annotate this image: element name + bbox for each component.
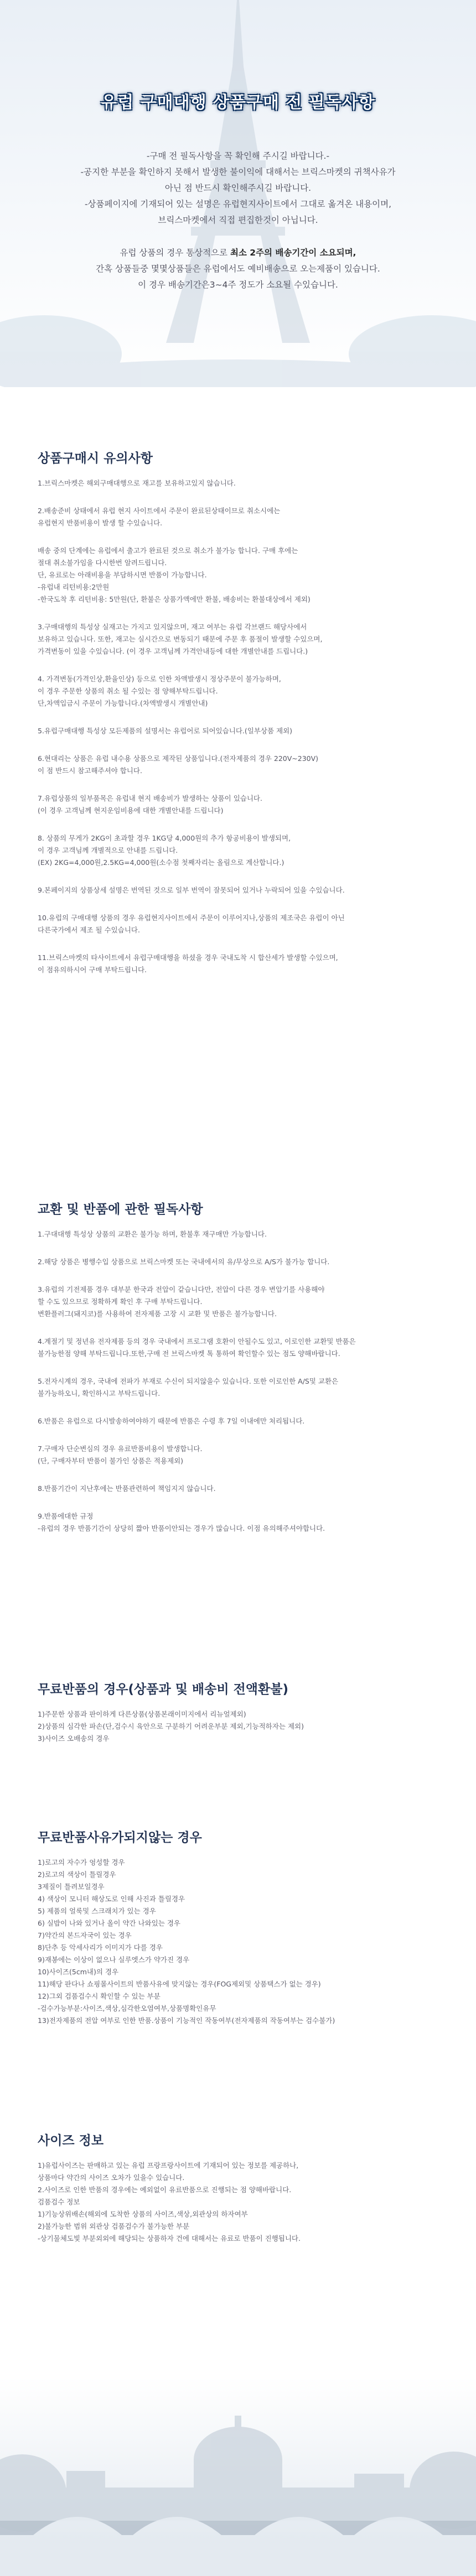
notice-line: 2.사이즈로 인한 반품의 경우에는 예외없이 유료반품으로 진행되는 점 양해바랍니다. xyxy=(38,2186,292,2194)
notice-line: 8.반품기간이 지난후에는 반품관련하여 책임지지 않습니다. xyxy=(38,1484,216,1493)
notice-line: 4) 색상이 모니터 해상도로 인해 사진과 틀릴경우 xyxy=(38,1895,185,1903)
notice-line: -검수가능부분:사이즈,색상,심각한오염여부,상품명확인유무 xyxy=(38,2004,216,2012)
notice-line: 2)상품의 심각한 파손(단,검수시 육안으로 구분하기 어려운부분 제외,기능적하자는 제외) xyxy=(38,1722,304,1730)
notice-line: 13)전자제품의 전압 여부로 인한 반품.상품이 기능적인 작동여부(전자제품의 작동여부는 검수불가) xyxy=(38,2016,335,2025)
notice-item xyxy=(38,1228,443,1240)
section-exchange-return xyxy=(38,1199,443,1550)
hero-line: -구매 전 필독사항을 꼭 확인해 주시길 바랍니다.- xyxy=(146,151,330,161)
notice-line: 6.반품은 유럽으로 다시발송하여야하기 때문에 반품은 수령 후 7일 이내에만 처리됩니다. xyxy=(38,1417,305,1425)
notice-line: 2.배송준비 상태에서 유럽 현지 사이트에서 주문이 완료된상태이므로 취소시에는 xyxy=(38,507,281,515)
section-list xyxy=(38,1857,443,2027)
notice-line: -상기물체도빛 부분외외에 해당되는 상품하자 건에 대해서는 유료로 반품이 진행됩니다. xyxy=(38,2234,301,2243)
hero-line: -상품페이지에 기재되어 있는 설명은 유럽현지사이트에서 그대로 옮겨온 내용이며, xyxy=(84,199,392,209)
notice-line: 1)로고의 자수가 엉성할 경우 xyxy=(38,1858,125,1866)
section-purchase-notes xyxy=(38,448,443,992)
hero-line: 아닌 점 반드시 확인해주시길 바랍니다. xyxy=(164,183,312,193)
notice-line: 10.유럽의 구매대행 상품의 경우 유럽현지사이트에서 주문이 이루어지나,상품의 제조국은 유럽이 아닌 xyxy=(38,914,345,922)
section-non-free-return xyxy=(38,1827,443,2042)
notice-item xyxy=(38,912,443,936)
section-title: 무료반품의 경우(상품과 및 배송비 전액환불) xyxy=(38,1682,288,1697)
section-title: 무료반품사유가되지않는 경우 xyxy=(38,1831,202,1845)
notice-line: 배송 중의 단계에는 유럽에서 출고가 완료된 것으로 취소가 불가능 합니다. 구매 후에는 xyxy=(38,546,298,555)
notice-item xyxy=(38,1284,443,1320)
notice-line: 3.유럽의 기전제품 경우 대부분 한국과 전압이 같습니다만, 전압이 다른 경우 변압기를 사용해야 xyxy=(38,1285,325,1294)
notice-line: 불가능하오니, 확인하시고 부탁드립니다. xyxy=(38,1389,161,1397)
notice-line: 1.구대대행 특성상 상품의 교환은 불가능 하며, 환불후 재구매만 가능합니다. xyxy=(38,1230,267,1238)
notice-line: 7)약간의 본드자국이 있는 경우 xyxy=(38,1931,132,1939)
notice-line: 가격변동이 있을 수있습니다. (이 경우 고객님께 가격안내등에 대한 개별안내를 드립니다.) xyxy=(38,647,308,655)
notice-item xyxy=(38,1510,443,1535)
notice-line: 4.계절기 및 정년유 전자제품 등의 경우 국내에서 프로그램 호환이 안될수도 있고, 이로인한 교환및 반품은 xyxy=(38,1337,356,1346)
notice-line: 1)기능상위배손(해외에 도착한 상품의 사이즈,색상,외관상의 하자여부 xyxy=(38,2210,248,2218)
hero-banner xyxy=(0,0,476,387)
notice-item xyxy=(38,1336,443,1360)
notice-line: -유럽의 경우 반품기간이 상당히 짧아 반품이안되는 경우가 많습니다. 이점 유의해주셔야합니다. xyxy=(38,1524,325,1532)
notice-line: 12)그외 검품검수시 확인할 수 있는 부분 xyxy=(38,1992,161,2000)
section-list xyxy=(38,477,443,976)
notice-line: 절대 취소불가임을 다시한번 알려드립니다. xyxy=(38,559,167,567)
notice-item xyxy=(38,477,443,489)
notice-line: 이 경우 주문한 상품의 취소 될 수있는 점 양해부탁드립니다. xyxy=(38,687,218,695)
notice-item xyxy=(38,505,443,529)
notice-item xyxy=(38,1857,443,2027)
notice-line: 3)사이즈 오배송의 경우 xyxy=(38,1734,110,1743)
notice-line: 9)재봉에는 이상이 없으나 실루엣스가 약가진 경우 xyxy=(38,1956,190,1964)
hero-line: -공지한 부분을 확인하지 못해서 발생한 불이익에 대해서는 브릭스마켓의 귀책사유가 xyxy=(80,167,396,177)
shipping-notice-line: 이 경우 배송기간은3~4주 정도가 소요될 수있습니다. xyxy=(138,280,338,290)
notice-line: 2)로고의 색상이 틀릴경우 xyxy=(38,1870,116,1879)
notice-line: 1)주문한 상품과 판이하게 다른상품(상품본래이미지에서 리뉴얼제외) xyxy=(38,1710,246,1718)
notice-line: 6.현대리는 상품은 유럽 내수용 상품으로 제작된 상품입니다.(전자제품의 경우 220V~230V) xyxy=(38,754,319,763)
notice-line: 1.브릭스마켓은 해외구매대행으로 재고를 보유하고있지 않습니다. xyxy=(38,479,236,487)
notice-item xyxy=(38,1708,443,1745)
notice-line: 4. 가격변동(가격인상,환율인상) 등으로 인한 차액발생시 정상주문이 불가능하며, xyxy=(38,675,281,683)
notice-item xyxy=(38,1415,443,1427)
notice-line: 변환플러그(돼지코)를 사용하여 전자제품 고장 시 교환 및 반품은 불가능합니다. xyxy=(38,1310,277,1318)
rome-bridge-illustration xyxy=(0,2377,476,2576)
notice-line: 이 점 반드시 참고해주셔야 합니다. xyxy=(38,766,142,775)
notice-line: 불가능한점 양해 부탁드립니다.또한,구매 전 브릭스마켓 톡 통하여 확인할수 있는 점도 양해바랍니다. xyxy=(38,1349,340,1358)
notice-line: 10)사이즈(5cm내)의 경우 xyxy=(38,1968,119,1976)
section-title: 교환 및 반품에 관한 필독사항 xyxy=(38,1202,203,1217)
hero-line: 브릭스마켓에서 직접 편집한것이 아닙니다. xyxy=(158,215,318,225)
notice-line: 할 수도 있으므로 정확하게 확인 후 구매 부탁드립니다. xyxy=(38,1297,203,1306)
notice-line: (이 경우 고객님께 현지운임비용에 대한 개별안내를 드립니다) xyxy=(38,806,224,815)
notice-item xyxy=(38,621,443,658)
notice-line: 다른국가에서 제조 될 수있습니다. xyxy=(38,926,140,934)
notice-line: 이 점유의하시어 구매 부탁드립니다. xyxy=(38,966,147,974)
notice-line: 9.본페이지의 상품상세 설명은 번역된 것으로 일부 번역이 잘못되어 있거나 누락되어 있을 수있습니다. xyxy=(38,886,345,894)
notice-line: 상품마다 약간의 사이즈 오차가 있을수 있습니다. xyxy=(38,2173,185,2182)
section-free-return xyxy=(38,1679,443,1760)
notice-line: 유럽현지 반품비용이 발생 할 수있습니다. xyxy=(38,519,163,527)
notice-item xyxy=(38,952,443,976)
notice-line: 보유하고 있습니다. 또한, 재고는 실시간으로 변동되기 때문에 주문 후 품절이 발생할 수있으며, xyxy=(38,635,323,643)
section-size-info xyxy=(38,2130,443,2260)
notice-item xyxy=(38,545,443,606)
notice-line: 단, 유료로는 아래비용을 부담하시면 반품이 가능합니다. xyxy=(38,571,207,579)
notice-item xyxy=(38,1483,443,1495)
notice-line: (EX) 2KG=4,000원,2.5KG=4,000원(소수점 첫째자리는 올림으로 계산합니다.) xyxy=(38,858,284,867)
shipping-notice-line: 유럽 상품의 경우 통상적으로 최소 2주의 배송기간이 소요되며, xyxy=(120,248,356,258)
notice-line: 5.유럽구매대행 특성상 모든제품의 설명서는 유럽어로 되어있습니다.(일부상품 제외) xyxy=(38,727,293,735)
section-title: 상품구매시 유의사항 xyxy=(38,451,153,466)
section-list xyxy=(38,2160,443,2245)
notice-line: 5) 제품의 얼룩및 스크래치가 있는 경우 xyxy=(38,1907,156,1915)
notice-line: 1)유럽사이즈는 판매하고 있는 유럽 프랑프랑사이트에 기재되어 있는 정보를 제공하나, xyxy=(38,2161,299,2170)
notice-line: 검품검수 정보 xyxy=(38,2198,80,2206)
section-list xyxy=(38,1708,443,1745)
notice-line: 7.구매자 단순변심의 경우 유료반품비용이 발생합니다. xyxy=(38,1445,203,1453)
section-list xyxy=(38,1228,443,1535)
notice-line: 7.유럽상품의 일부품목은 유럽내 현지 배송비가 발생하는 상품이 있습니다. xyxy=(38,794,262,802)
hero-notice xyxy=(0,148,476,293)
notice-item xyxy=(38,792,443,817)
notice-item xyxy=(38,725,443,737)
notice-line: 8)단추 등 악세사리가 이미지가 다를 경우 xyxy=(38,1943,163,1952)
notice-item xyxy=(38,2160,443,2245)
notice-line: 9.반품에대한 규정 xyxy=(38,1512,94,1520)
notice-line: 3.구매대행의 특성상 실재고는 가지고 있지않으며, 재고 여부는 유럽 각브랜드 해당사에서 xyxy=(38,623,307,631)
notice-line: 2)불가능한 범위 외관상 검품검수가 불가능한 부분 xyxy=(38,2222,190,2230)
notice-line: -한국도착 후 리턴비용: 5만원(단, 환불은 상품가액에만 환불, 배송비는 환불대상에서 제외) xyxy=(38,595,311,603)
notice-line: 3제질이 틀려보일경우 xyxy=(38,1883,105,1891)
notice-line: 6) 실밥이 나와 있거나 올이 약간 나와있는 경우 xyxy=(38,1919,180,1927)
notice-line: 이 경우 고객님께 개별적으로 안내를 드립니다. xyxy=(38,846,178,854)
notice-line: 11.브릭스마켓의 타사이트에서 유럽구매대행을 하셨을 경우 국내도착 시 합산세가 발생할 수있으며, xyxy=(38,953,338,962)
shipping-notice-line: 간혹 상품들중 몇몇상품들은 유럽에서도 예비배송으로 오는제품이 있습니다. xyxy=(96,264,380,274)
notice-line: 5.전자시계의 경우, 국내에 전파가 부재로 수신이 되지않을수 있습니다. 또한 이로인한 A/S및 교환은 xyxy=(38,1377,339,1385)
notice-item xyxy=(38,1375,443,1400)
notice-item xyxy=(38,1443,443,1467)
page-title: 유럽 구매대행 상품구매 전 필독사항 xyxy=(101,93,375,112)
notice-item xyxy=(38,884,443,896)
notice-item xyxy=(38,1256,443,1268)
notice-item xyxy=(38,673,443,710)
notice-item xyxy=(38,832,443,869)
section-title: 사이즈 정보 xyxy=(38,2134,104,2148)
notice-line: 8. 상품의 무게가 2KG이 초과할 경우 1KG당 4,000원의 추가 항공비용이 발생되며, xyxy=(38,834,291,842)
notice-line: 단,차액입금시 주문이 가능합니다.(차액발생시 개별안내) xyxy=(38,699,208,707)
notice-line: -유럽내 리턴비용:2만원 xyxy=(38,583,110,591)
notice-line: (단, 구매자부터 반품이 불가인 상품은 적용제외) xyxy=(38,1457,184,1465)
notice-line: 11)해당 판다나 쇼핑몰사이트의 반품사유에 맞지않는 경우(FOG제외및 상품택스가 없는 경우) xyxy=(38,1980,321,1988)
notice-item xyxy=(38,753,443,777)
notice-line: 2.해당 상품은 병행수입 상품으로 브릭스마켓 또는 국내에서의 유/무상으로 A/S가 불가능 합니다. xyxy=(38,1258,330,1266)
